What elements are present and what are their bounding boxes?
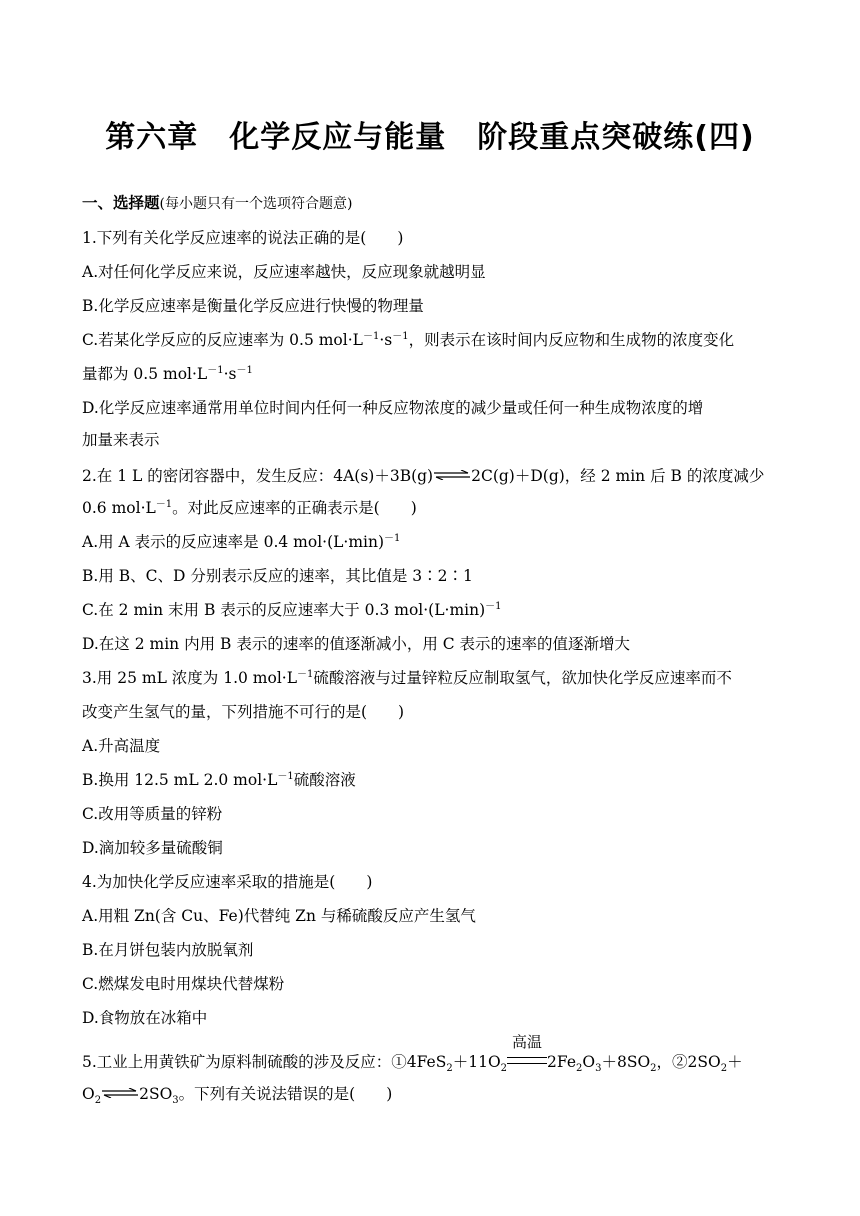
q1-option-a: A.对任何化学反应来说，反应速率越快，反应现象就越明显 bbox=[82, 263, 486, 281]
page-title: 第六章 化学反应与能量 阶段重点突破练(四) bbox=[105, 120, 755, 155]
q5-stem-line2: $O_2$ $2SO_3$。下列有关说法错误的是( ) bbox=[82, 1085, 393, 1107]
q5-stem-line1: 5.工业上用黄铁矿为原料制硫酸的涉及反应：$①4FeS_2+11O_2$ 高温 $2Fe_2O_3+8SO_2$，$②2SO_2+$ bbox=[82, 1033, 743, 1075]
q4-option-b: B.在月饼包装内放脱氧剂 bbox=[82, 941, 254, 959]
q2-option-b: B.用 B、C、D 分别表示反应的速率，其比值是 3∶2∶1 bbox=[82, 567, 473, 585]
q3-option-d: D.滴加较多量硫酸铜 bbox=[82, 839, 223, 857]
q1-option-b: B.化学反应速率是衡量化学反应进行快慢的物理量 bbox=[82, 297, 424, 315]
q3-option-b: B.换用 12.5 mL 2.0 $mol\cdot L^{-1}$硫酸溶液 bbox=[82, 770, 356, 789]
q3-option-a: A.升高温度 bbox=[82, 737, 161, 755]
q2-stem-line1: 2.在 1 L 的密闭容器中，发生反应：4A(s)＋3B(g) 2C(g)＋D(g)，经 2 min 后 B 的浓度减少 bbox=[82, 467, 765, 485]
q1-stem: 1.下列有关化学反应速率的说法正确的是( ) bbox=[82, 229, 404, 247]
section-heading-text: 一、选择题 bbox=[82, 194, 160, 212]
q3-option-c: C.改用等质量的锌粉 bbox=[82, 805, 223, 823]
reaction-condition-arrow bbox=[507, 1033, 547, 1072]
q4-option-d: D.食物放在冰箱中 bbox=[82, 1009, 208, 1027]
equilibrium-arrow-icon bbox=[433, 470, 471, 480]
q2-option-d: D.在这 2 min 内用 B 表示的速率的值逐渐减小，用 C 表示的速率的值逐渐增大 bbox=[82, 635, 631, 653]
section-heading bbox=[82, 193, 780, 214]
q2-stem-line2: 0.6 $mol\cdot L^{-1}$。对此反应速率的正确表示是( ) bbox=[82, 498, 417, 517]
section-heading-note: (每小题只有一个选项符合题意) bbox=[159, 196, 353, 212]
equals-arrow-icon bbox=[507, 1057, 547, 1064]
q3-stem-line2: 改变产生氢气的量，下列措施不可行的是( ) bbox=[82, 703, 405, 721]
q4-option-a: A.用粗 Zn(含 Cu、Fe)代替纯 Zn 与稀硫酸反应产生氢气 bbox=[82, 907, 476, 925]
reaction-condition-text: 高温 bbox=[512, 1033, 543, 1051]
q1-option-d-line2: 加量来表示 bbox=[82, 431, 160, 449]
q2-option-a: A.用 A 表示的反应速率是 0.4 $mol\cdot(L\cdot\min)^{-1}$ bbox=[82, 532, 401, 551]
q4-option-c: C.燃煤发电时用煤块代替煤粉 bbox=[82, 975, 285, 993]
q1-option-c-line2: 量都为 0.5 $mol\cdot L^{-1}\cdot s^{-1}$ bbox=[82, 364, 253, 383]
q4-stem: 4.为加快化学反应速率采取的措施是( ) bbox=[82, 873, 373, 891]
q3-stem-line1: 3.用 25 mL 浓度为 1.0 $mol\cdot L^{-1}$硫酸溶液与过量锌粒反应制取氢气，欲加快化学反应速率而不 bbox=[82, 668, 732, 687]
equilibrium-arrow-icon bbox=[101, 1088, 139, 1098]
q1-option-d-line1: D.化学反应速率通常用单位时间内任何一种反应物浓度的减少量或任何一种生成物浓度的增 bbox=[82, 399, 704, 417]
q2-option-c: C.在 2 min 末用 B 表示的反应速率大于 0.3 $mol\cdot(L\cdot\min)^{-1}$ bbox=[82, 600, 502, 619]
q1-option-c-line1: C.若某化学反应的反应速率为 0.5 $mol\cdot L^{-1}\cdot s^{-1}$，则表示在该时间内反应物和生成物的浓度变化 bbox=[82, 330, 735, 349]
